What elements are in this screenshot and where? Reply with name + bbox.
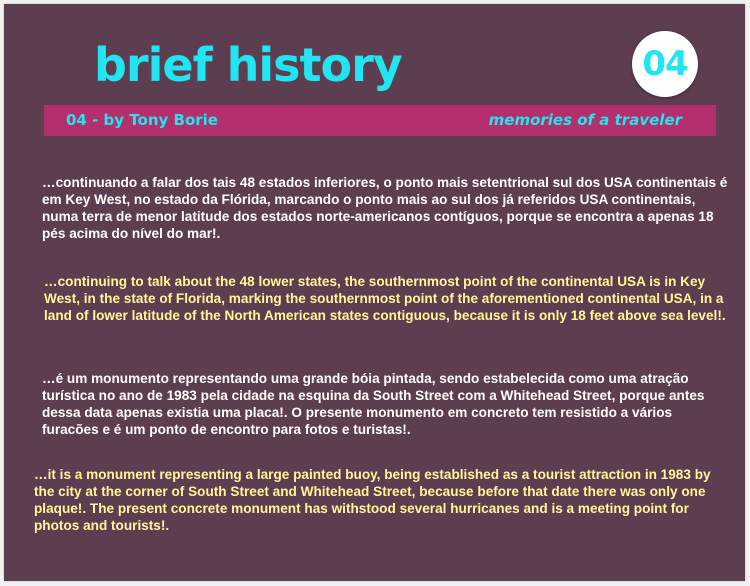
page-number-badge: 04	[632, 31, 698, 97]
paragraph-english-2: …it is a monument representing a large painted buoy, being established as a tourist attraction in 1983 by the city at the corner of South Street and Whitehead Street, because before that date there was only one plaque!. The present concrete monument has withstood several hurricanes and is a meeting point for photos and tourists!.	[34, 467, 711, 533]
paragraph-english-1: …continuing to talk about the 48 lower states, the southernmost point of the continental USA is in Key West, in the state of Florida, marking the southernmost point of the aforementioned continental USA, in a land of lower latitude of the North American states contiguous, because it is only 18 feet above sea level!.	[44, 274, 726, 323]
page-title: brief history	[94, 38, 402, 92]
author-byline: 04 - by Tony Borie	[66, 111, 218, 129]
header-band	[44, 105, 716, 136]
paragraph-portuguese-2: …é um monumento representando uma grande bóia pintada, sendo estabelecida como uma atração turística no ano de 1983 pela cidade na esquina da South Street com a Whitehead Street, porque antes dessa data apenas existia uma placa!. O presente monumento em concreto tem resistido a vários furacões e é um ponto de encontro para fotos e turistas!.	[42, 371, 705, 437]
slide-panel	[4, 4, 745, 581]
series-subtitle: memories of a traveler	[488, 111, 682, 129]
paragraph-portuguese-1: …continuando a falar dos tais 48 estados inferiores, o ponto mais setentrional sul dos USA continentais é em Key West, no estado da Flórida, marcando o ponto mais ao sul dos já referidos USA continentais, numa terra de menor latitude dos estados norte-americanos contíguos, porque se encontra a apenas 18 pés acima do nível do mar!.	[42, 175, 728, 241]
